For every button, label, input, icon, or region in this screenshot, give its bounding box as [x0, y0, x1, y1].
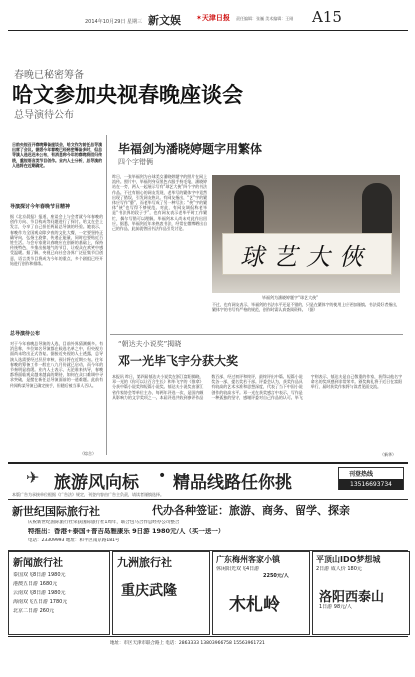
- banner-dot-icon: •: [158, 468, 167, 484]
- section-title: 新文娱: [148, 14, 181, 27]
- left-ad-line: 泰国双飞8日游 1980元: [13, 572, 66, 578]
- hotline-number: 13516693734: [339, 479, 403, 490]
- story3-body: 本报讯 昨日，第四届郁达夫小说奖在浙江富阳揭晓，邓一光的《你可以让百合生长》和毕飞宇的《推拿》分获中篇小说奖和短篇小说奖。郁达夫小说奖由浙江省作家协会等单位主办，每两年评选一次，是国内颇具影响力的文学奖项之一。本届评选共收到参评作品数百部，经过初评和终评，最终评出中篇、短篇小说奖各一部，提名奖若干部。评委会认为，获奖作品具有较高的艺术水准和思想深度，代表了当下中国小说创作的较高水平。邓一光在获奖感言中表示，写作是一种孤独的坚守，感谢评委对自己作品的认可。毕飞宇则表示，郁达夫是自己敬重的作家，获得以他名字命名的奖项感到非常荣幸。颁奖典礼将于近日在富阳举行，届时获奖作家将与读者见面交流。: [112, 374, 402, 400]
- logo-star-icon: ✶: [196, 14, 202, 22]
- banner-title: 旅游风向标: [54, 473, 139, 490]
- story3-kicker: “朝达夫小说奖”揭晓: [118, 340, 182, 348]
- pg-ad: [312, 551, 410, 635]
- jz-brand: 重庆武隆: [121, 583, 177, 599]
- paper-logo: ✶天津日报: [196, 14, 230, 22]
- lead-kicker: 春晚已秘密筹备: [14, 70, 84, 81]
- banner-sub: 精品线路任你挑: [173, 473, 292, 490]
- hotline-box: [338, 467, 404, 490]
- pg-title: 平顶山IDO梦想城: [316, 555, 381, 564]
- ly-price: 1日游 98元/人: [319, 604, 352, 610]
- xsj-name: 新世纪国际旅行社: [12, 505, 100, 518]
- xsj-line2: 特推出：香港+泰国+普吉岛雅康乐 9日游 1980元/人（买一送一）: [28, 528, 225, 534]
- footer-rule: [8, 636, 408, 637]
- lead-intro: 日前央视召开春晚筹备座谈会，哈文作为前任总导演出席了会议。据悉今年春晚已经秘密筹备多时，但总导演人选迟迟未公布，有消息称今年的春晚将回归传统，重视语言类节目创作。业内人士分析，总导演的人选将在近期确定。: [12, 142, 102, 168]
- story3-source: （新华）: [380, 452, 396, 457]
- gd-sub: 休闲阳光双飞4日游: [216, 566, 260, 572]
- jz-name: 九洲旅行社: [117, 556, 172, 569]
- ads-top-rule: [8, 462, 408, 464]
- xsj-ad: [8, 499, 408, 551]
- story2-subtitle: 四个字错俩: [118, 158, 153, 166]
- left-ad-name: 新闻旅行社: [13, 558, 63, 569]
- story3-title: 邓一光毕飞宇分获大奖: [118, 354, 239, 368]
- story2-body: 昨日，一张毕福剑为台球美女潘晓婷题字的照片在网上流传。照片中，毕福剑身穿黑色衣服手持毛笔，潘晓婷站在一旁，两人一起展示写有“球艺大俠”四个字的书法作品。不过有细心的网友发现，老毕写的繁体字中竟然出现了错误，引发网友热议。有网友指出，“艺”字的繁体应写作“藝”，而老毕写成了另一种写法；“侠”字的繁体“俠”也写得不够规范。对此，有网友调侃称老毕是“书法界的段子手”，也有网友表示老毕平时工作繁忙，偶尔写错可以理解。毕福剑本人尚未对此作出回应。据悉，毕福剑近年来热衷书法，经常在微博晒出自己的作品，此前就曾因书法作品引发讨论。: [112, 174, 207, 232]
- photo-man: [362, 183, 392, 238]
- left-ad-line: 云南双飞8日游 1980元: [13, 590, 66, 596]
- page-number: A15: [312, 8, 342, 26]
- pg-price: 2日游 成人价 180元: [316, 566, 362, 572]
- footer-line: 地址：市区天津市联合路上 电话：2863333 13803966758 15563961721: [110, 641, 265, 646]
- gd-ad: [212, 551, 310, 635]
- story2-title: 毕福剑为潘晓婷题字用繁体: [118, 142, 263, 156]
- gd-name: 广东梅州客家小镇: [216, 555, 280, 564]
- story2-col3: 不过，也有网友表示，毕福剑的书法水平还是不错的，只是在繁体字的使用上应更加谨慎。书法爱好者指出，繁体字的书写有严格的规范，创作时需认真查阅资料。（据）: [212, 302, 400, 313]
- lead-sub1-head: 导演探讨今年春晚节目精神: [10, 204, 71, 210]
- lead-sub2-source: （综合）: [80, 451, 96, 456]
- lead-title: 哈文参加央视春晚座谈会: [12, 82, 243, 107]
- left-ad-line: 港澳五日游 1680元: [13, 581, 58, 587]
- story3-divider: [110, 334, 403, 335]
- mu-brand: 木札岭: [229, 595, 280, 615]
- lead-sub2-body: 对于今年春晚总导演的人选，目前外界猜测颇多。有消息称，多位知名导演都在候选名单之中，但央视方面尚未给出正式答复。据接近央视的人士透露，总导演人选需要经过层层审核，预计将在近期公布。往年春晚的筹备工作一般在八九月份就已启动，而今年的节奏明显放缓。业内人士表示，无论谁来执导，春晚都将面临观众越来越高的期待，如何在众口难调中寻求突破，是摆在新任总导演面前的一道难题。此前有传闻称某导演已确定接手，但随后被当事人否认。: [10, 341, 103, 388]
- xsj-line3: 电话：23309993 地址：和平区南京路181号: [28, 538, 120, 543]
- calligraphy-text: 球艺大俠: [240, 243, 372, 271]
- header-editors: 责任编辑：张巍 美术编辑：王刚: [236, 16, 294, 21]
- plane-icon: ✈: [26, 468, 40, 487]
- header-date: 2014年10月29日 星期三: [85, 19, 143, 25]
- left-ad-line: 海南双飞五日游 1780元: [13, 599, 68, 605]
- column-divider: [106, 135, 107, 455]
- ads-banner: [8, 466, 408, 490]
- lead-subtitle: 总导演待公布: [14, 110, 74, 121]
- left-ad: [8, 551, 110, 635]
- photo-caption: 毕福剑为潘晓婷题字“球艺大俠”: [262, 295, 319, 300]
- ads-note: 本版广告为承接单位根据《广告法》规定，刊登内容由广告主负责，请读者谨慎选择。: [12, 492, 164, 497]
- story2-photo: [212, 175, 400, 293]
- lead-sub2-head: 总导演待公布: [10, 331, 41, 337]
- lead-sub1-body: 据《北京晨报》报道，座谈会上与会者就今年春晚的创作方向、节目构成等问题进行了探讨。哈文在会上发言，分享了自己担任两届总导演的经验。她表示，春晚作为全国观众除夕夜的文化大餐，一定要坚持正确导向，弘扬主旋律，传递正能量，同时也要贴近百姓生活。与会专家建议春晚应在创新的基础上，保持传统特色，多推出接地气的节目，让观众在欢笑中感受温暖。据了解，央视已向社会各界广泛征集节目创意，语言类节目将成为今年的重点，多个剧组已经开始进行创作和排练。: [10, 214, 103, 266]
- xsj-line1: 庆祝新世纪国际旅行社荣获国际旅行社1周年，联合包马合作总经办公司整合: [28, 520, 180, 525]
- hotline-label: 刊登热线: [349, 471, 374, 478]
- jz-ad: [112, 551, 210, 635]
- header-rule: [8, 30, 408, 31]
- xsj-tag: 代办各种签证：旅游、商务、留学、探亲: [152, 504, 350, 517]
- photo-woman: [234, 185, 264, 240]
- gd-price: 2250元/人: [263, 573, 289, 579]
- left-ad-line: 北京二日游 260元: [13, 608, 55, 614]
- ly-brand: 洛阳西泰山: [319, 590, 385, 605]
